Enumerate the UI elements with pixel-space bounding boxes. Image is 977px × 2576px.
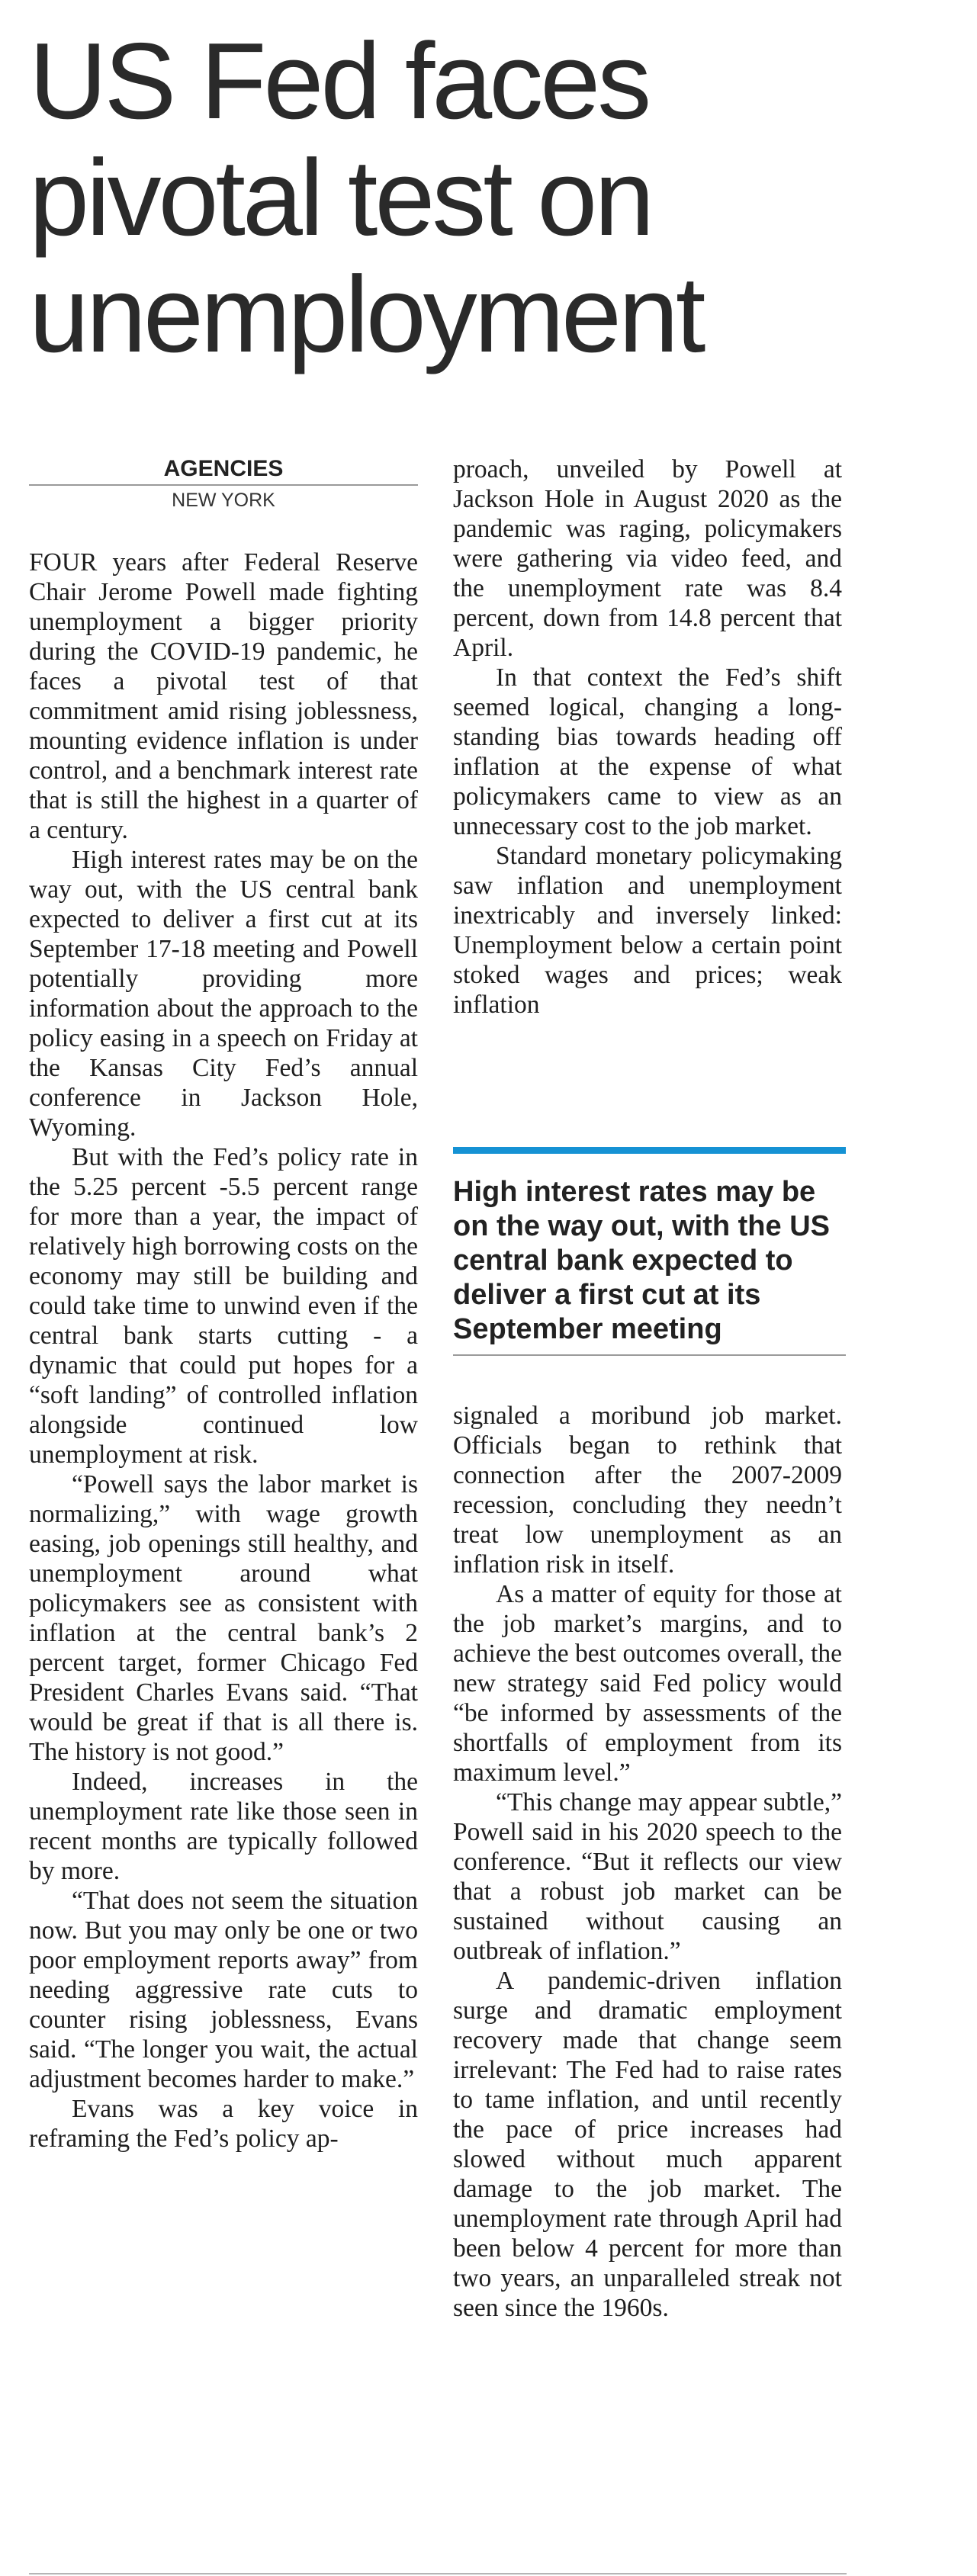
article-paragraph: “Powell says the labor market is normalizing,” with wage growth easing, job openings still healthy, and unemployment around what policymakers see as consistent with inflation at the central bank’s 2 percent target, former Chicago Fed President Charles Evans said. “That would be great if that is all there is. The history is not good.” [29, 1470, 418, 1766]
pull-quote-divider [453, 1354, 846, 1356]
article-column-1 [29, 548, 418, 2154]
pull-quote [453, 1147, 846, 1356]
article-column-2-top [453, 454, 842, 1020]
byline-agency: AGENCIES [163, 456, 284, 481]
article-paragraph: Indeed, increases in the unemployment rate like those seen in recent months are typically followed by more. [29, 1768, 418, 1885]
article-paragraph: In that context the Fed’s shift seemed logical, changing a long-standing bias towards heading off inflation at the expense of what policymakers came to view as an unnecessary cost to the job market. [453, 663, 842, 840]
article-paragraph: “This change may appear subtle,” Powell said in his 2020 speech to the conference. “But it reflects our view that a robust job market can be sustained without causing an outbreak of inflation.” [453, 1788, 842, 1965]
article-paragraph: Evans was a key voice in reframing the Fed’s policy ap- [29, 2095, 418, 2153]
pull-quote-text: High interest rates may be on the way out, with the US central bank expected to deliver a first cut at its September meeting [453, 1176, 830, 1345]
article-paragraph: proach, unveiled by Powell at Jackson Hole in August 2020 as the pandemic was raging, policymakers were gathering via video feed, and the unemployment rate was 8.4 percent, down from 14.8 percent that April. [453, 455, 842, 662]
article-paragraph: FOUR years after Federal Reserve Chair Jerome Powell made fighting unemployment a bigger priority during the COVID-19 pandemic, he faces a pivotal test of that commitment amid rising joblessness, mounting evidence inflation is under control, and a benchmark interest rate that is still the highest in a quarter of a century. [29, 548, 418, 844]
article-paragraph: “That does not seem the situation now. But you may only be one or two poor employment reports away” from needing aggressive rate cuts to counter rising joblessness, Evans said. “The longer you wait, the actual adjustment becomes harder to make.” [29, 1887, 418, 2093]
byline-location: NEW YORK [172, 490, 275, 511]
article-paragraph: A pandemic-driven inflation surge and dramatic employment recovery made that change seem irrelevant: The Fed had to raise rates to tame inflation, and until recently the pace of price increases had slowed without much apparent damage to the job market. The unemployment rate through April had been below 4 percent for more than two years, an unparalleled streak not seen since the 1960s. [453, 1967, 842, 2322]
article-paragraph: But with the Fed’s policy rate in the 5.25 percent -5.5 percent range for more than a year, the impact of relatively high borrowing costs on the economy may still be building and could take time to unwind even if the central bank starts cutting - a dynamic that could put hopes for a “soft landing” of controlled inflation alongside continued low unemployment at risk. [29, 1143, 418, 1469]
byline [29, 456, 418, 511]
headline-line: pivotal test on [29, 137, 652, 259]
article-paragraph: Standard monetary policymaking saw inflation and unemployment inextricably and inversely linked: Unemployment below a certain point stoked wages and prices; weak inflation [453, 842, 842, 1019]
headline [29, 23, 944, 373]
page-bottom-divider [29, 2573, 847, 2574]
headline-line: unemployment [29, 254, 703, 375]
article-paragraph: High interest rates may be on the way out, with the US central bank expected to deliver a first cut at its September 17-18 meeting and Powell potentially providing more information about the approach to the policy easing in a speech on Friday at the Kansas City Fed’s annual conference in Jackson Hole, Wyoming. [29, 846, 418, 1142]
article-paragraph: signaled a moribund job market. Officials began to rethink that connection after the 2007-2009 recession, concluding they needn’t treat low unemployment as an inflation risk in itself. [453, 1402, 842, 1579]
byline-divider [29, 484, 418, 486]
pull-quote-accent-bar [453, 1147, 846, 1154]
article-paragraph: As a matter of equity for those at the job market’s margins, and to achieve the best outcomes overall, the new strategy said Fed policy would “be informed by assessments of the shortfalls of employment from its maximum level.” [453, 1580, 842, 1787]
article-column-2-bottom [453, 1401, 842, 2323]
headline-line: US Fed faces [29, 21, 649, 142]
